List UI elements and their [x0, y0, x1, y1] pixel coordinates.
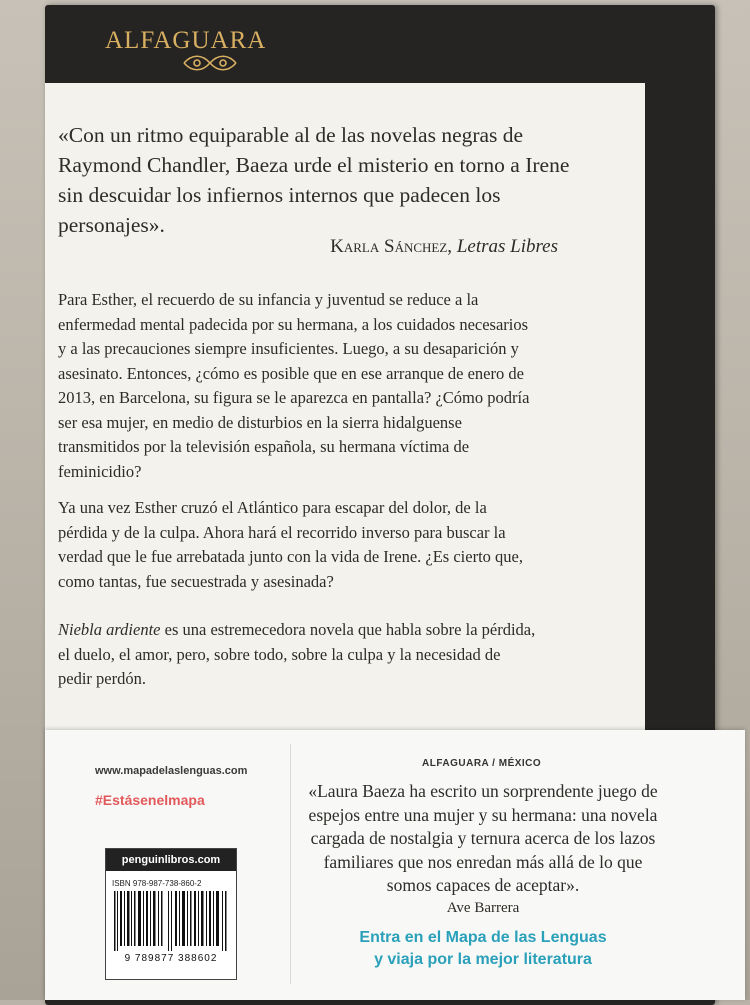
synopsis-paragraph-2: Ya una vez Esther cruzó el Atlántico para escapar del dolor, de la pérdida y de la culpa. Ahora hará el recorrido inverso para buscar la verdad que le fue arrebatada junto con la vida de Irene. ¿Es cierto que, como tantas, fue secuestrada y asesinada?	[58, 498, 523, 591]
cta-line-2: y viaja por la mejor literatura	[374, 951, 592, 968]
cta-line-1: Entra en el Mapa de las Lenguas	[359, 929, 607, 946]
synopsis-paragraph-1: Para Esther, el recuerdo de su infancia y juventud se reduce a la enfermedad mental padecida por su hermana, a los cuidados necesarios y a las precauciones siempre insuficientes. Luego, a su desaparición y asesinato. Entonces, ¿cómo es posible que en ese arranque de enero de 2013, en Barcelona, su figura se le aparezca en pantalla? ¿Cómo podría ser esa mujer, en medio de disturbios en la sierra hidalguense transmitidos por la televisión española, su hermana víctima de feminicidio?	[58, 290, 530, 481]
publisher-logo: ALFAGUARA	[105, 27, 267, 54]
hashtag: #Estásenelmapa	[95, 792, 205, 808]
quote-author: Karla Sánchez,	[330, 236, 453, 257]
synopsis-paragraph-3	[58, 618, 538, 692]
blurb-quote: «Laura Baeza ha escrito un sorprendente juego de espejos entre una mujer y su hermana: una novela cargada de nostalgia y ternura acerca de los lazos familiares que nos enredan más allá de lo que somos capaces de aceptar».	[308, 781, 658, 895]
barcode-number: 9 789877 388602	[124, 953, 218, 964]
band-divider	[290, 744, 291, 984]
barcode-icon	[112, 891, 230, 951]
synopsis-paragraph-3-rest: es una estremecedora novela que habla sobre la pérdida, el duelo, el amor, pero, sobre todo, sobre la culpa y la necesidad de pedir perdón.	[58, 620, 536, 688]
promo-band	[45, 730, 745, 1000]
penguin-url: penguinlibros.com	[106, 849, 236, 871]
isbn-text: ISBN 978-987-738-860-2	[112, 879, 202, 888]
website-url: www.mapadelaslenguas.com	[95, 765, 248, 777]
book-title-italic: Niebla ardiente	[58, 620, 161, 639]
logo-ornament-icon	[180, 52, 240, 74]
imprint-label: ALFAGUARA / MÉXICO	[422, 758, 542, 769]
review-quote: «Con un ritmo equiparable al de las novelas negras de Raymond Chandler, Baeza urde el misterio en torno a Irene sin descuidar los infiernos internos que padecen los personajes».	[58, 123, 570, 237]
barcode-box	[105, 848, 237, 980]
quote-attribution	[330, 236, 558, 258]
quote-source: Letras Libres	[456, 236, 558, 257]
blurb-author: Ave Barrera	[446, 900, 520, 916]
call-to-action	[307, 927, 659, 971]
